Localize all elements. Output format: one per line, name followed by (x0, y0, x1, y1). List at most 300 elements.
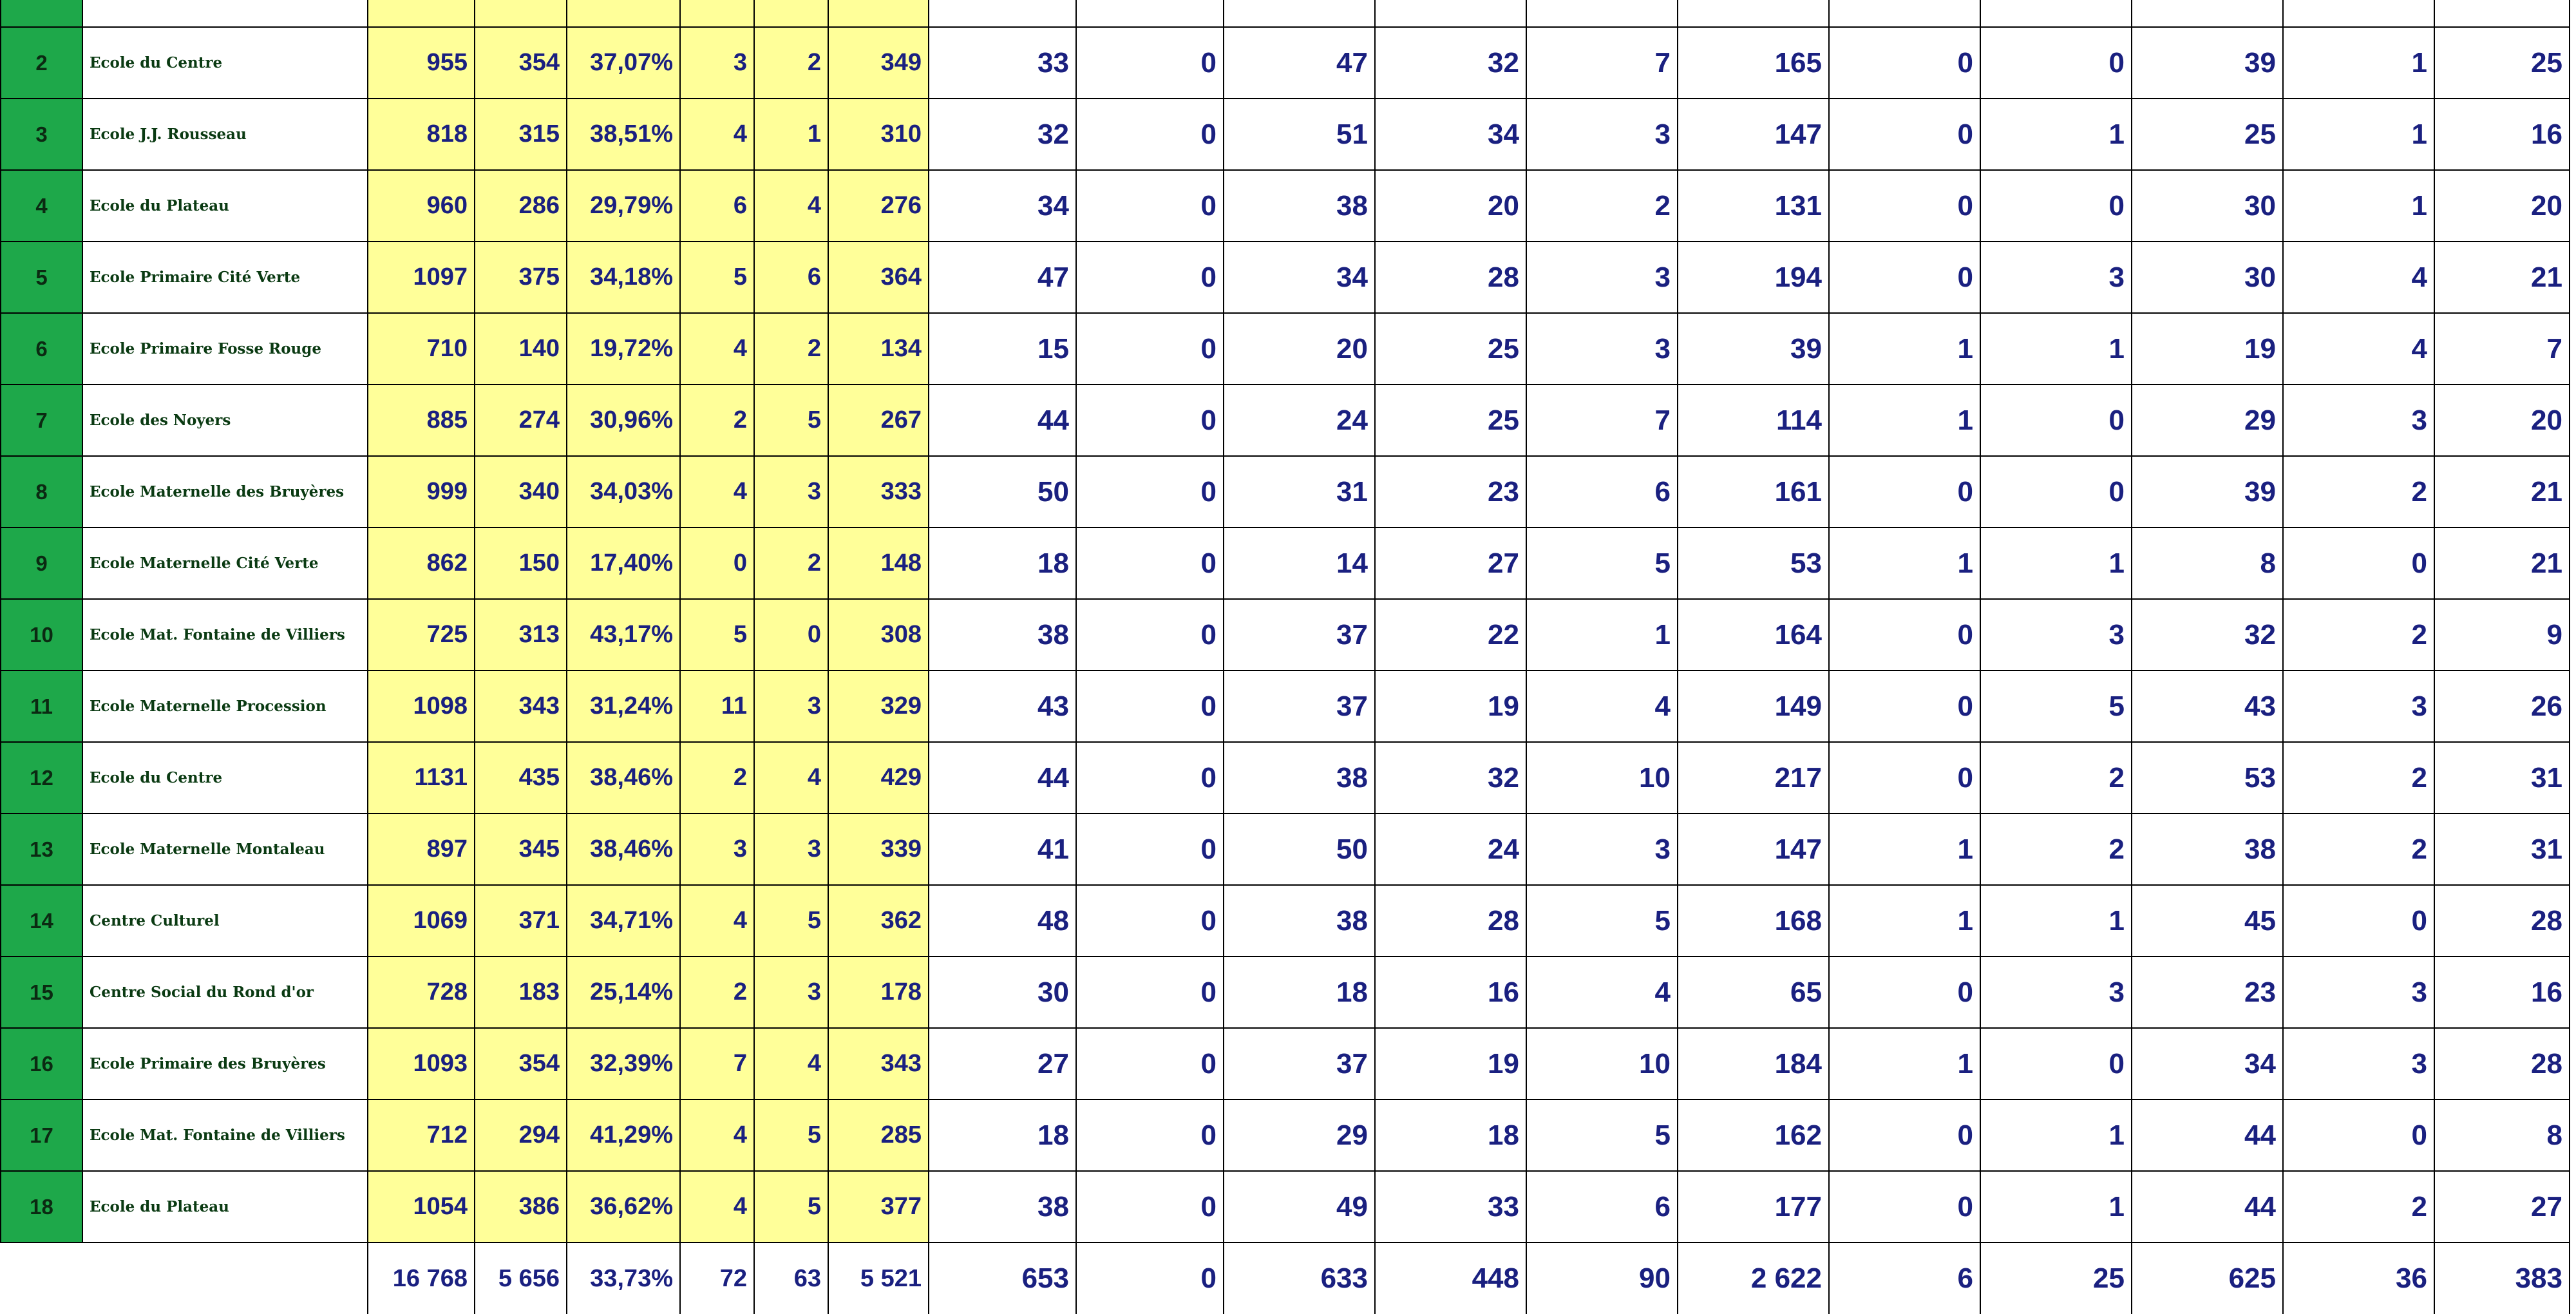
candidate-votes-cell[interactable]: 2 (1980, 814, 2132, 885)
total-cell[interactable]: 653 (929, 1243, 1076, 1314)
candidate-votes-cell[interactable]: 27 (2434, 1171, 2570, 1243)
blank-votes-cell[interactable]: 6 (680, 170, 754, 242)
candidate-votes-cell[interactable]: 1 (1980, 1171, 2132, 1243)
blank-votes-cell[interactable]: 2 (680, 957, 754, 1028)
row-number-cell[interactable]: 2 (1, 27, 82, 99)
candidate-votes-cell[interactable]: 0 (2283, 1100, 2434, 1171)
candidate-votes-cell[interactable]: 0 (1980, 385, 2132, 456)
candidate-votes-cell[interactable]: 4 (2283, 313, 2434, 385)
turnout-cell[interactable]: 38,46% (567, 814, 680, 885)
cell[interactable] (2132, 0, 2283, 27)
expressed-cell[interactable]: 134 (828, 313, 929, 385)
candidate-votes-cell[interactable]: 26 (2434, 671, 2570, 742)
candidate-votes-cell[interactable]: 19 (2132, 313, 2283, 385)
registered-cell[interactable]: 955 (368, 27, 475, 99)
row-number-cell[interactable]: 14 (1, 885, 82, 957)
candidate-votes-cell[interactable]: 2 (2283, 1171, 2434, 1243)
total-cell[interactable]: 5 656 (475, 1243, 567, 1314)
voters-cell[interactable]: 294 (475, 1100, 567, 1171)
candidate-votes-cell[interactable]: 2 (1980, 742, 2132, 814)
candidate-votes-cell[interactable]: 34 (929, 170, 1076, 242)
candidate-votes-cell[interactable]: 0 (1980, 170, 2132, 242)
candidate-votes-cell[interactable]: 7 (2434, 313, 2570, 385)
null-votes-cell[interactable]: 6 (754, 242, 828, 313)
candidate-votes-cell[interactable]: 47 (929, 242, 1076, 313)
blank-votes-cell[interactable]: 5 (680, 242, 754, 313)
null-votes-cell[interactable]: 3 (754, 456, 828, 528)
candidate-votes-cell[interactable]: 5 (1526, 528, 1678, 599)
total-cell[interactable]: 36 (2283, 1243, 2434, 1314)
null-votes-cell[interactable]: 4 (754, 170, 828, 242)
candidate-votes-cell[interactable]: 0 (1076, 957, 1224, 1028)
candidate-votes-cell[interactable]: 0 (1829, 170, 1980, 242)
registered-cell[interactable]: 862 (368, 528, 475, 599)
voters-cell[interactable]: 354 (475, 1028, 567, 1100)
candidate-votes-cell[interactable]: 177 (1678, 1171, 1829, 1243)
registered-cell[interactable]: 725 (368, 599, 475, 671)
total-cell[interactable]: 90 (1526, 1243, 1678, 1314)
candidate-votes-cell[interactable]: 20 (1375, 170, 1526, 242)
candidate-votes-cell[interactable]: 32 (2132, 599, 2283, 671)
candidate-votes-cell[interactable]: 3 (1980, 242, 2132, 313)
candidate-votes-cell[interactable]: 0 (1829, 1171, 1980, 1243)
turnout-cell[interactable]: 30,96% (567, 385, 680, 456)
candidate-votes-cell[interactable]: 3 (1980, 957, 2132, 1028)
expressed-cell[interactable]: 362 (828, 885, 929, 957)
candidate-votes-cell[interactable]: 24 (1375, 814, 1526, 885)
null-votes-cell[interactable]: 3 (754, 957, 828, 1028)
total-cell[interactable]: 6 (1829, 1243, 1980, 1314)
candidate-votes-cell[interactable]: 2 (2283, 742, 2434, 814)
blank-votes-cell[interactable]: 4 (680, 1171, 754, 1243)
candidate-votes-cell[interactable]: 19 (1375, 671, 1526, 742)
candidate-votes-cell[interactable]: 32 (1375, 742, 1526, 814)
registered-cell[interactable]: 960 (368, 170, 475, 242)
candidate-votes-cell[interactable]: 20 (2434, 385, 2570, 456)
candidate-votes-cell[interactable]: 184 (1678, 1028, 1829, 1100)
candidate-votes-cell[interactable]: 1 (1829, 385, 1980, 456)
candidate-votes-cell[interactable]: 18 (1224, 957, 1375, 1028)
candidate-votes-cell[interactable]: 8 (2132, 528, 2283, 599)
candidate-votes-cell[interactable]: 0 (1076, 885, 1224, 957)
turnout-cell[interactable]: 36,62% (567, 1171, 680, 1243)
turnout-cell[interactable]: 34,03% (567, 456, 680, 528)
turnout-cell[interactable]: 25,14% (567, 957, 680, 1028)
candidate-votes-cell[interactable]: 3 (1526, 814, 1678, 885)
candidate-votes-cell[interactable]: 1 (1526, 599, 1678, 671)
candidate-votes-cell[interactable]: 6 (1526, 456, 1678, 528)
row-number-cell[interactable]: 18 (1, 1171, 82, 1243)
null-votes-cell[interactable]: 5 (754, 1171, 828, 1243)
null-votes-cell[interactable]: 3 (754, 671, 828, 742)
null-votes-cell[interactable]: 2 (754, 27, 828, 99)
candidate-votes-cell[interactable]: 1 (1980, 99, 2132, 170)
cell[interactable] (1076, 0, 1224, 27)
cell[interactable] (1375, 0, 1526, 27)
candidate-votes-cell[interactable]: 16 (1375, 957, 1526, 1028)
cell[interactable] (567, 0, 680, 27)
candidate-votes-cell[interactable]: 0 (1076, 313, 1224, 385)
candidate-votes-cell[interactable]: 31 (1224, 456, 1375, 528)
candidate-votes-cell[interactable]: 31 (2434, 742, 2570, 814)
blank-votes-cell[interactable]: 7 (680, 1028, 754, 1100)
school-name-cell[interactable]: Ecole Primaire Fosse Rouge (82, 313, 368, 385)
blank-votes-cell[interactable]: 2 (680, 742, 754, 814)
candidate-votes-cell[interactable]: 1 (2283, 99, 2434, 170)
blank-votes-cell[interactable]: 11 (680, 671, 754, 742)
candidate-votes-cell[interactable]: 38 (1224, 170, 1375, 242)
expressed-cell[interactable]: 349 (828, 27, 929, 99)
null-votes-cell[interactable]: 5 (754, 885, 828, 957)
candidate-votes-cell[interactable]: 24 (1224, 385, 1375, 456)
candidate-votes-cell[interactable]: 3 (1980, 599, 2132, 671)
school-name-cell[interactable]: Ecole Maternelle Montaleau (82, 814, 368, 885)
candidate-votes-cell[interactable]: 1 (1829, 313, 1980, 385)
voters-cell[interactable]: 140 (475, 313, 567, 385)
candidate-votes-cell[interactable]: 34 (1375, 99, 1526, 170)
total-cell[interactable]: 33,73% (567, 1243, 680, 1314)
voters-cell[interactable]: 274 (475, 385, 567, 456)
candidate-votes-cell[interactable]: 0 (1829, 671, 1980, 742)
candidate-votes-cell[interactable]: 45 (2132, 885, 2283, 957)
turnout-cell[interactable]: 41,29% (567, 1100, 680, 1171)
turnout-cell[interactable]: 32,39% (567, 1028, 680, 1100)
expressed-cell[interactable]: 310 (828, 99, 929, 170)
candidate-votes-cell[interactable]: 0 (1076, 1100, 1224, 1171)
row-number-cell[interactable]: 10 (1, 599, 82, 671)
candidate-votes-cell[interactable]: 31 (2434, 814, 2570, 885)
voters-cell[interactable]: 375 (475, 242, 567, 313)
expressed-cell[interactable]: 308 (828, 599, 929, 671)
voters-cell[interactable]: 340 (475, 456, 567, 528)
candidate-votes-cell[interactable]: 37 (1224, 599, 1375, 671)
candidate-votes-cell[interactable]: 43 (929, 671, 1076, 742)
candidate-votes-cell[interactable]: 1 (1980, 528, 2132, 599)
registered-cell[interactable]: 1069 (368, 885, 475, 957)
candidate-votes-cell[interactable]: 44 (2132, 1171, 2283, 1243)
cell[interactable] (368, 0, 475, 27)
candidate-votes-cell[interactable]: 50 (929, 456, 1076, 528)
row-number-cell[interactable] (1, 0, 82, 27)
row-number-cell[interactable]: 15 (1, 957, 82, 1028)
candidate-votes-cell[interactable]: 49 (1224, 1171, 1375, 1243)
turnout-cell[interactable]: 38,46% (567, 742, 680, 814)
candidate-votes-cell[interactable]: 161 (1678, 456, 1829, 528)
candidate-votes-cell[interactable]: 48 (929, 885, 1076, 957)
candidate-votes-cell[interactable]: 23 (2132, 957, 2283, 1028)
null-votes-cell[interactable]: 2 (754, 528, 828, 599)
candidate-votes-cell[interactable]: 4 (1526, 671, 1678, 742)
cell[interactable] (680, 0, 754, 27)
candidate-votes-cell[interactable]: 0 (1829, 957, 1980, 1028)
blank-votes-cell[interactable]: 3 (680, 814, 754, 885)
candidate-votes-cell[interactable]: 27 (929, 1028, 1076, 1100)
turnout-cell[interactable]: 31,24% (567, 671, 680, 742)
candidate-votes-cell[interactable]: 0 (1076, 528, 1224, 599)
row-number-cell[interactable]: 11 (1, 671, 82, 742)
candidate-votes-cell[interactable]: 14 (1224, 528, 1375, 599)
row-number-cell[interactable]: 4 (1, 170, 82, 242)
school-name-cell[interactable]: Ecole du Plateau (82, 1171, 368, 1243)
row-number-cell[interactable]: 8 (1, 456, 82, 528)
registered-cell[interactable]: 999 (368, 456, 475, 528)
candidate-votes-cell[interactable]: 3 (1526, 242, 1678, 313)
turnout-cell[interactable]: 34,71% (567, 885, 680, 957)
candidate-votes-cell[interactable]: 50 (1224, 814, 1375, 885)
candidate-votes-cell[interactable]: 32 (929, 99, 1076, 170)
null-votes-cell[interactable]: 4 (754, 742, 828, 814)
candidate-votes-cell[interactable]: 39 (2132, 456, 2283, 528)
school-name-cell[interactable]: Ecole Mat. Fontaine de Villiers (82, 599, 368, 671)
candidate-votes-cell[interactable]: 3 (2283, 671, 2434, 742)
candidate-votes-cell[interactable]: 38 (1224, 742, 1375, 814)
candidate-votes-cell[interactable]: 23 (1375, 456, 1526, 528)
blank-votes-cell[interactable]: 4 (680, 456, 754, 528)
null-votes-cell[interactable]: 3 (754, 814, 828, 885)
blank-votes-cell[interactable]: 4 (680, 313, 754, 385)
candidate-votes-cell[interactable]: 53 (2132, 742, 2283, 814)
school-name-cell[interactable]: Ecole Primaire Cité Verte (82, 242, 368, 313)
candidate-votes-cell[interactable]: 0 (1829, 742, 1980, 814)
candidate-votes-cell[interactable]: 2 (2283, 456, 2434, 528)
candidate-votes-cell[interactable]: 44 (2132, 1100, 2283, 1171)
blank-votes-cell[interactable]: 2 (680, 385, 754, 456)
school-name-cell[interactable]: Ecole du Plateau (82, 170, 368, 242)
candidate-votes-cell[interactable]: 1 (2283, 170, 2434, 242)
candidate-votes-cell[interactable]: 1 (1829, 814, 1980, 885)
turnout-cell[interactable]: 29,79% (567, 170, 680, 242)
candidate-votes-cell[interactable]: 1 (1980, 885, 2132, 957)
candidate-votes-cell[interactable]: 51 (1224, 99, 1375, 170)
candidate-votes-cell[interactable]: 131 (1678, 170, 1829, 242)
registered-cell[interactable]: 1054 (368, 1171, 475, 1243)
candidate-votes-cell[interactable]: 9 (2434, 599, 2570, 671)
candidate-votes-cell[interactable]: 39 (2132, 27, 2283, 99)
candidate-votes-cell[interactable]: 5 (1526, 885, 1678, 957)
candidate-votes-cell[interactable]: 18 (929, 1100, 1076, 1171)
candidate-votes-cell[interactable]: 168 (1678, 885, 1829, 957)
candidate-votes-cell[interactable]: 147 (1678, 814, 1829, 885)
expressed-cell[interactable]: 429 (828, 742, 929, 814)
candidate-votes-cell[interactable]: 1 (1980, 1100, 2132, 1171)
turnout-cell[interactable]: 43,17% (567, 599, 680, 671)
total-cell[interactable]: 2 622 (1678, 1243, 1829, 1314)
candidate-votes-cell[interactable]: 0 (2283, 885, 2434, 957)
turnout-cell[interactable]: 38,51% (567, 99, 680, 170)
candidate-votes-cell[interactable]: 18 (929, 528, 1076, 599)
candidate-votes-cell[interactable]: 21 (2434, 528, 2570, 599)
candidate-votes-cell[interactable]: 0 (1076, 599, 1224, 671)
candidate-votes-cell[interactable]: 3 (2283, 1028, 2434, 1100)
null-votes-cell[interactable]: 4 (754, 1028, 828, 1100)
candidate-votes-cell[interactable]: 15 (929, 313, 1076, 385)
voters-cell[interactable]: 386 (475, 1171, 567, 1243)
candidate-votes-cell[interactable]: 7 (1526, 27, 1678, 99)
school-name-cell[interactable]: Ecole Mat. Fontaine de Villiers (82, 1100, 368, 1171)
candidate-votes-cell[interactable]: 0 (1076, 385, 1224, 456)
voters-cell[interactable]: 150 (475, 528, 567, 599)
turnout-cell[interactable]: 17,40% (567, 528, 680, 599)
row-number-cell[interactable]: 12 (1, 742, 82, 814)
voters-cell[interactable]: 435 (475, 742, 567, 814)
candidate-votes-cell[interactable]: 29 (1224, 1100, 1375, 1171)
candidate-votes-cell[interactable]: 2 (1526, 170, 1678, 242)
null-votes-cell[interactable]: 5 (754, 1100, 828, 1171)
candidate-votes-cell[interactable]: 0 (1076, 27, 1224, 99)
candidate-votes-cell[interactable]: 28 (1375, 242, 1526, 313)
candidate-votes-cell[interactable]: 0 (1829, 456, 1980, 528)
registered-cell[interactable]: 897 (368, 814, 475, 885)
candidate-votes-cell[interactable]: 33 (929, 27, 1076, 99)
row-number-cell[interactable]: 13 (1, 814, 82, 885)
cell[interactable] (929, 0, 1076, 27)
school-name-cell[interactable]: Ecole Primaire des Bruyères (82, 1028, 368, 1100)
candidate-votes-cell[interactable]: 194 (1678, 242, 1829, 313)
candidate-votes-cell[interactable]: 0 (1829, 99, 1980, 170)
candidate-votes-cell[interactable]: 3 (1526, 313, 1678, 385)
row-number-cell[interactable]: 17 (1, 1100, 82, 1171)
total-cell[interactable]: 633 (1224, 1243, 1375, 1314)
candidate-votes-cell[interactable]: 34 (1224, 242, 1375, 313)
expressed-cell[interactable]: 276 (828, 170, 929, 242)
candidate-votes-cell[interactable]: 25 (1375, 313, 1526, 385)
candidate-votes-cell[interactable]: 0 (1076, 170, 1224, 242)
candidate-votes-cell[interactable]: 38 (929, 1171, 1076, 1243)
registered-cell[interactable]: 1097 (368, 242, 475, 313)
candidate-votes-cell[interactable]: 44 (929, 742, 1076, 814)
candidate-votes-cell[interactable]: 1 (1829, 885, 1980, 957)
candidate-votes-cell[interactable]: 0 (1829, 27, 1980, 99)
candidate-votes-cell[interactable]: 0 (1076, 1028, 1224, 1100)
candidate-votes-cell[interactable]: 44 (929, 385, 1076, 456)
candidate-votes-cell[interactable]: 6 (1526, 1171, 1678, 1243)
school-name-cell[interactable]: Ecole des Noyers (82, 385, 368, 456)
blank-votes-cell[interactable]: 4 (680, 1100, 754, 1171)
candidate-votes-cell[interactable]: 0 (1829, 1100, 1980, 1171)
candidate-votes-cell[interactable]: 0 (1829, 599, 1980, 671)
candidate-votes-cell[interactable]: 0 (2283, 528, 2434, 599)
registered-cell[interactable]: 728 (368, 957, 475, 1028)
candidate-votes-cell[interactable]: 0 (1076, 456, 1224, 528)
voters-cell[interactable]: 315 (475, 99, 567, 170)
cell[interactable] (828, 0, 929, 27)
candidate-votes-cell[interactable]: 3 (2283, 957, 2434, 1028)
row-number-cell[interactable]: 16 (1, 1028, 82, 1100)
candidate-votes-cell[interactable]: 37 (1224, 1028, 1375, 1100)
candidate-votes-cell[interactable]: 0 (1829, 242, 1980, 313)
expressed-cell[interactable]: 329 (828, 671, 929, 742)
expressed-cell[interactable]: 377 (828, 1171, 929, 1243)
registered-cell[interactable]: 1098 (368, 671, 475, 742)
school-name-cell[interactable]: Centre Culturel (82, 885, 368, 957)
candidate-votes-cell[interactable]: 25 (2434, 27, 2570, 99)
candidate-votes-cell[interactable]: 21 (2434, 242, 2570, 313)
candidate-votes-cell[interactable]: 0 (1076, 671, 1224, 742)
cell[interactable] (1829, 0, 1980, 27)
voters-cell[interactable]: 371 (475, 885, 567, 957)
candidate-votes-cell[interactable]: 22 (1375, 599, 1526, 671)
candidate-votes-cell[interactable]: 53 (1678, 528, 1829, 599)
expressed-cell[interactable]: 267 (828, 385, 929, 456)
candidate-votes-cell[interactable]: 3 (1526, 99, 1678, 170)
candidate-votes-cell[interactable]: 33 (1375, 1171, 1526, 1243)
candidate-votes-cell[interactable]: 38 (929, 599, 1076, 671)
voters-cell[interactable]: 183 (475, 957, 567, 1028)
expressed-cell[interactable]: 364 (828, 242, 929, 313)
total-cell[interactable]: 16 768 (368, 1243, 475, 1314)
voters-cell[interactable]: 343 (475, 671, 567, 742)
voters-cell[interactable]: 286 (475, 170, 567, 242)
name-cell[interactable] (82, 0, 368, 27)
candidate-votes-cell[interactable]: 27 (1375, 528, 1526, 599)
candidate-votes-cell[interactable]: 0 (1076, 814, 1224, 885)
candidate-votes-cell[interactable]: 25 (1375, 385, 1526, 456)
candidate-votes-cell[interactable]: 5 (1526, 1100, 1678, 1171)
school-name-cell[interactable]: Ecole Maternelle Procession (82, 671, 368, 742)
candidate-votes-cell[interactable]: 30 (2132, 242, 2283, 313)
candidate-votes-cell[interactable]: 5 (1980, 671, 2132, 742)
turnout-cell[interactable]: 19,72% (567, 313, 680, 385)
voters-cell[interactable]: 313 (475, 599, 567, 671)
cell[interactable] (475, 0, 567, 27)
candidate-votes-cell[interactable]: 28 (1375, 885, 1526, 957)
school-name-cell[interactable]: Ecole J.J. Rousseau (82, 99, 368, 170)
row-number-cell[interactable]: 7 (1, 385, 82, 456)
candidate-votes-cell[interactable]: 0 (1076, 1171, 1224, 1243)
candidate-votes-cell[interactable]: 7 (1526, 385, 1678, 456)
expressed-cell[interactable]: 178 (828, 957, 929, 1028)
total-cell[interactable]: 383 (2434, 1243, 2570, 1314)
null-votes-cell[interactable]: 1 (754, 99, 828, 170)
candidate-votes-cell[interactable]: 147 (1678, 99, 1829, 170)
cell[interactable] (2283, 0, 2434, 27)
candidate-votes-cell[interactable]: 47 (1224, 27, 1375, 99)
candidate-votes-cell[interactable]: 1 (1829, 528, 1980, 599)
turnout-cell[interactable]: 34,18% (567, 242, 680, 313)
school-name-cell[interactable]: Ecole du Centre (82, 742, 368, 814)
candidate-votes-cell[interactable]: 30 (929, 957, 1076, 1028)
candidate-votes-cell[interactable]: 29 (2132, 385, 2283, 456)
candidate-votes-cell[interactable]: 18 (1375, 1100, 1526, 1171)
row-number-cell[interactable]: 5 (1, 242, 82, 313)
candidate-votes-cell[interactable]: 20 (2434, 170, 2570, 242)
registered-cell[interactable]: 1093 (368, 1028, 475, 1100)
candidate-votes-cell[interactable]: 28 (2434, 1028, 2570, 1100)
row-number-cell[interactable]: 3 (1, 99, 82, 170)
candidate-votes-cell[interactable]: 25 (2132, 99, 2283, 170)
candidate-votes-cell[interactable]: 162 (1678, 1100, 1829, 1171)
candidate-votes-cell[interactable]: 19 (1375, 1028, 1526, 1100)
candidate-votes-cell[interactable]: 10 (1526, 742, 1678, 814)
school-name-cell[interactable]: Ecole Maternelle Cité Verte (82, 528, 368, 599)
voters-cell[interactable]: 345 (475, 814, 567, 885)
candidate-votes-cell[interactable]: 0 (1076, 99, 1224, 170)
school-name-cell[interactable]: Centre Social du Rond d'or (82, 957, 368, 1028)
total-cell[interactable]: 63 (754, 1243, 828, 1314)
candidate-votes-cell[interactable]: 16 (2434, 99, 2570, 170)
row-number-cell[interactable]: 6 (1, 313, 82, 385)
candidate-votes-cell[interactable]: 4 (1526, 957, 1678, 1028)
total-cell[interactable]: 0 (1076, 1243, 1224, 1314)
blank-votes-cell[interactable]: 4 (680, 99, 754, 170)
cell[interactable] (1980, 0, 2132, 27)
candidate-votes-cell[interactable]: 21 (2434, 456, 2570, 528)
candidate-votes-cell[interactable]: 1 (1980, 313, 2132, 385)
school-name-cell[interactable]: Ecole Maternelle des Bruyères (82, 456, 368, 528)
candidate-votes-cell[interactable]: 0 (1076, 742, 1224, 814)
blank-votes-cell[interactable]: 5 (680, 599, 754, 671)
candidate-votes-cell[interactable]: 165 (1678, 27, 1829, 99)
